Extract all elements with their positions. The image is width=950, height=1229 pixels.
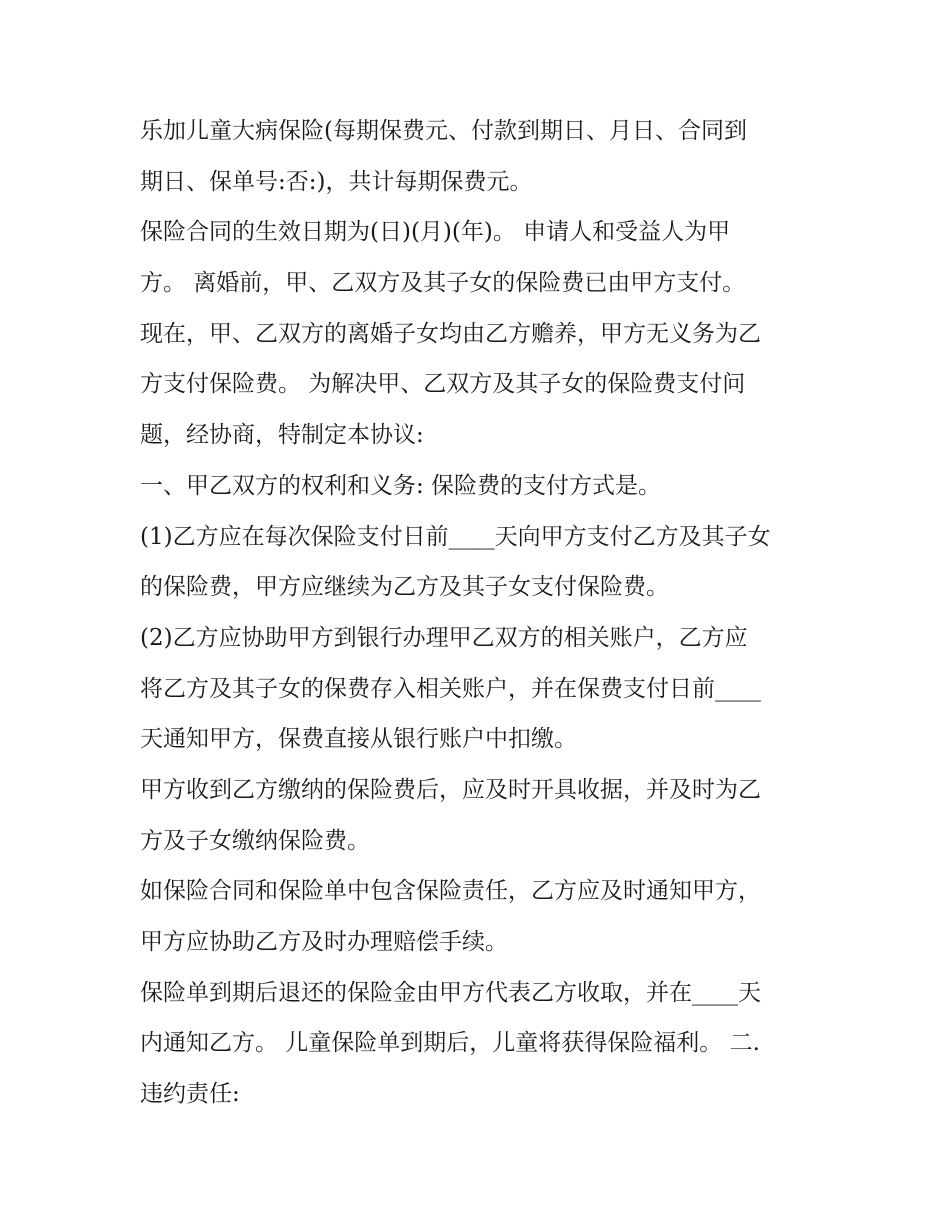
text-line: 将乙方及其子女的保费存入相关账户，并在保费支付日前____	[140, 675, 761, 702]
text-line: 保险单到期后退还的保险金由甲方代表乙方收取，并在____天	[140, 979, 761, 1006]
text-line: 乐加儿童大病保险(每期保费元、付款到期日、月日、合同到	[140, 118, 747, 144]
text-line: 方支付保险费。 为解决甲、乙双方及其子女的保险费支付问	[140, 371, 746, 398]
text-line: 期日、保单号:否:)，共计每期保费元。	[140, 168, 533, 195]
text-line: 甲方应协助乙方及时办理赔偿手续。	[140, 929, 508, 955]
text-line: 题，经协商，特制定本协议:	[140, 422, 424, 449]
text-line: 甲方收到乙方缴纳的保险费后，应及时开具收据，并及时为乙	[140, 776, 761, 803]
text-line: (2)乙方应协助甲方到银行办理甲乙双方的相关账户，乙方应	[140, 624, 748, 651]
section-heading: 违约责任:	[140, 1081, 240, 1108]
text-line: 内通知乙方。 儿童保险单到期后，儿童将获得保险福利。 二.	[140, 1030, 760, 1057]
text-line: (1)乙方应在每次保险支付日前____天向甲方支付乙方及其子女	[140, 523, 771, 550]
document-body	[140, 106, 830, 1120]
text-line: 如保险合同和保险单中包含保险责任，乙方应及时通知甲方，	[140, 878, 761, 905]
text-line: 方及子女缴纳保险费。	[140, 827, 370, 854]
section-heading: 一、甲乙双方的权利和义务: 保险费的支付方式是。	[140, 472, 662, 499]
text-line: 的保险费，甲方应继续为乙方及其子女支付保险费。	[140, 574, 669, 601]
text-line: 方。 离婚前，甲、乙双方及其子女的保险费已由甲方支付。	[140, 270, 746, 297]
text-line: 保险合同的生效日期为(日)(月)(年)。 申请人和受益人为甲	[140, 219, 731, 246]
text-line: 天通知甲方，保费直接从银行账户中扣缴。	[140, 726, 577, 753]
text-line: 现在，甲、乙双方的离婚子女均由乙方赡养，甲方无义务为乙	[140, 320, 761, 347]
